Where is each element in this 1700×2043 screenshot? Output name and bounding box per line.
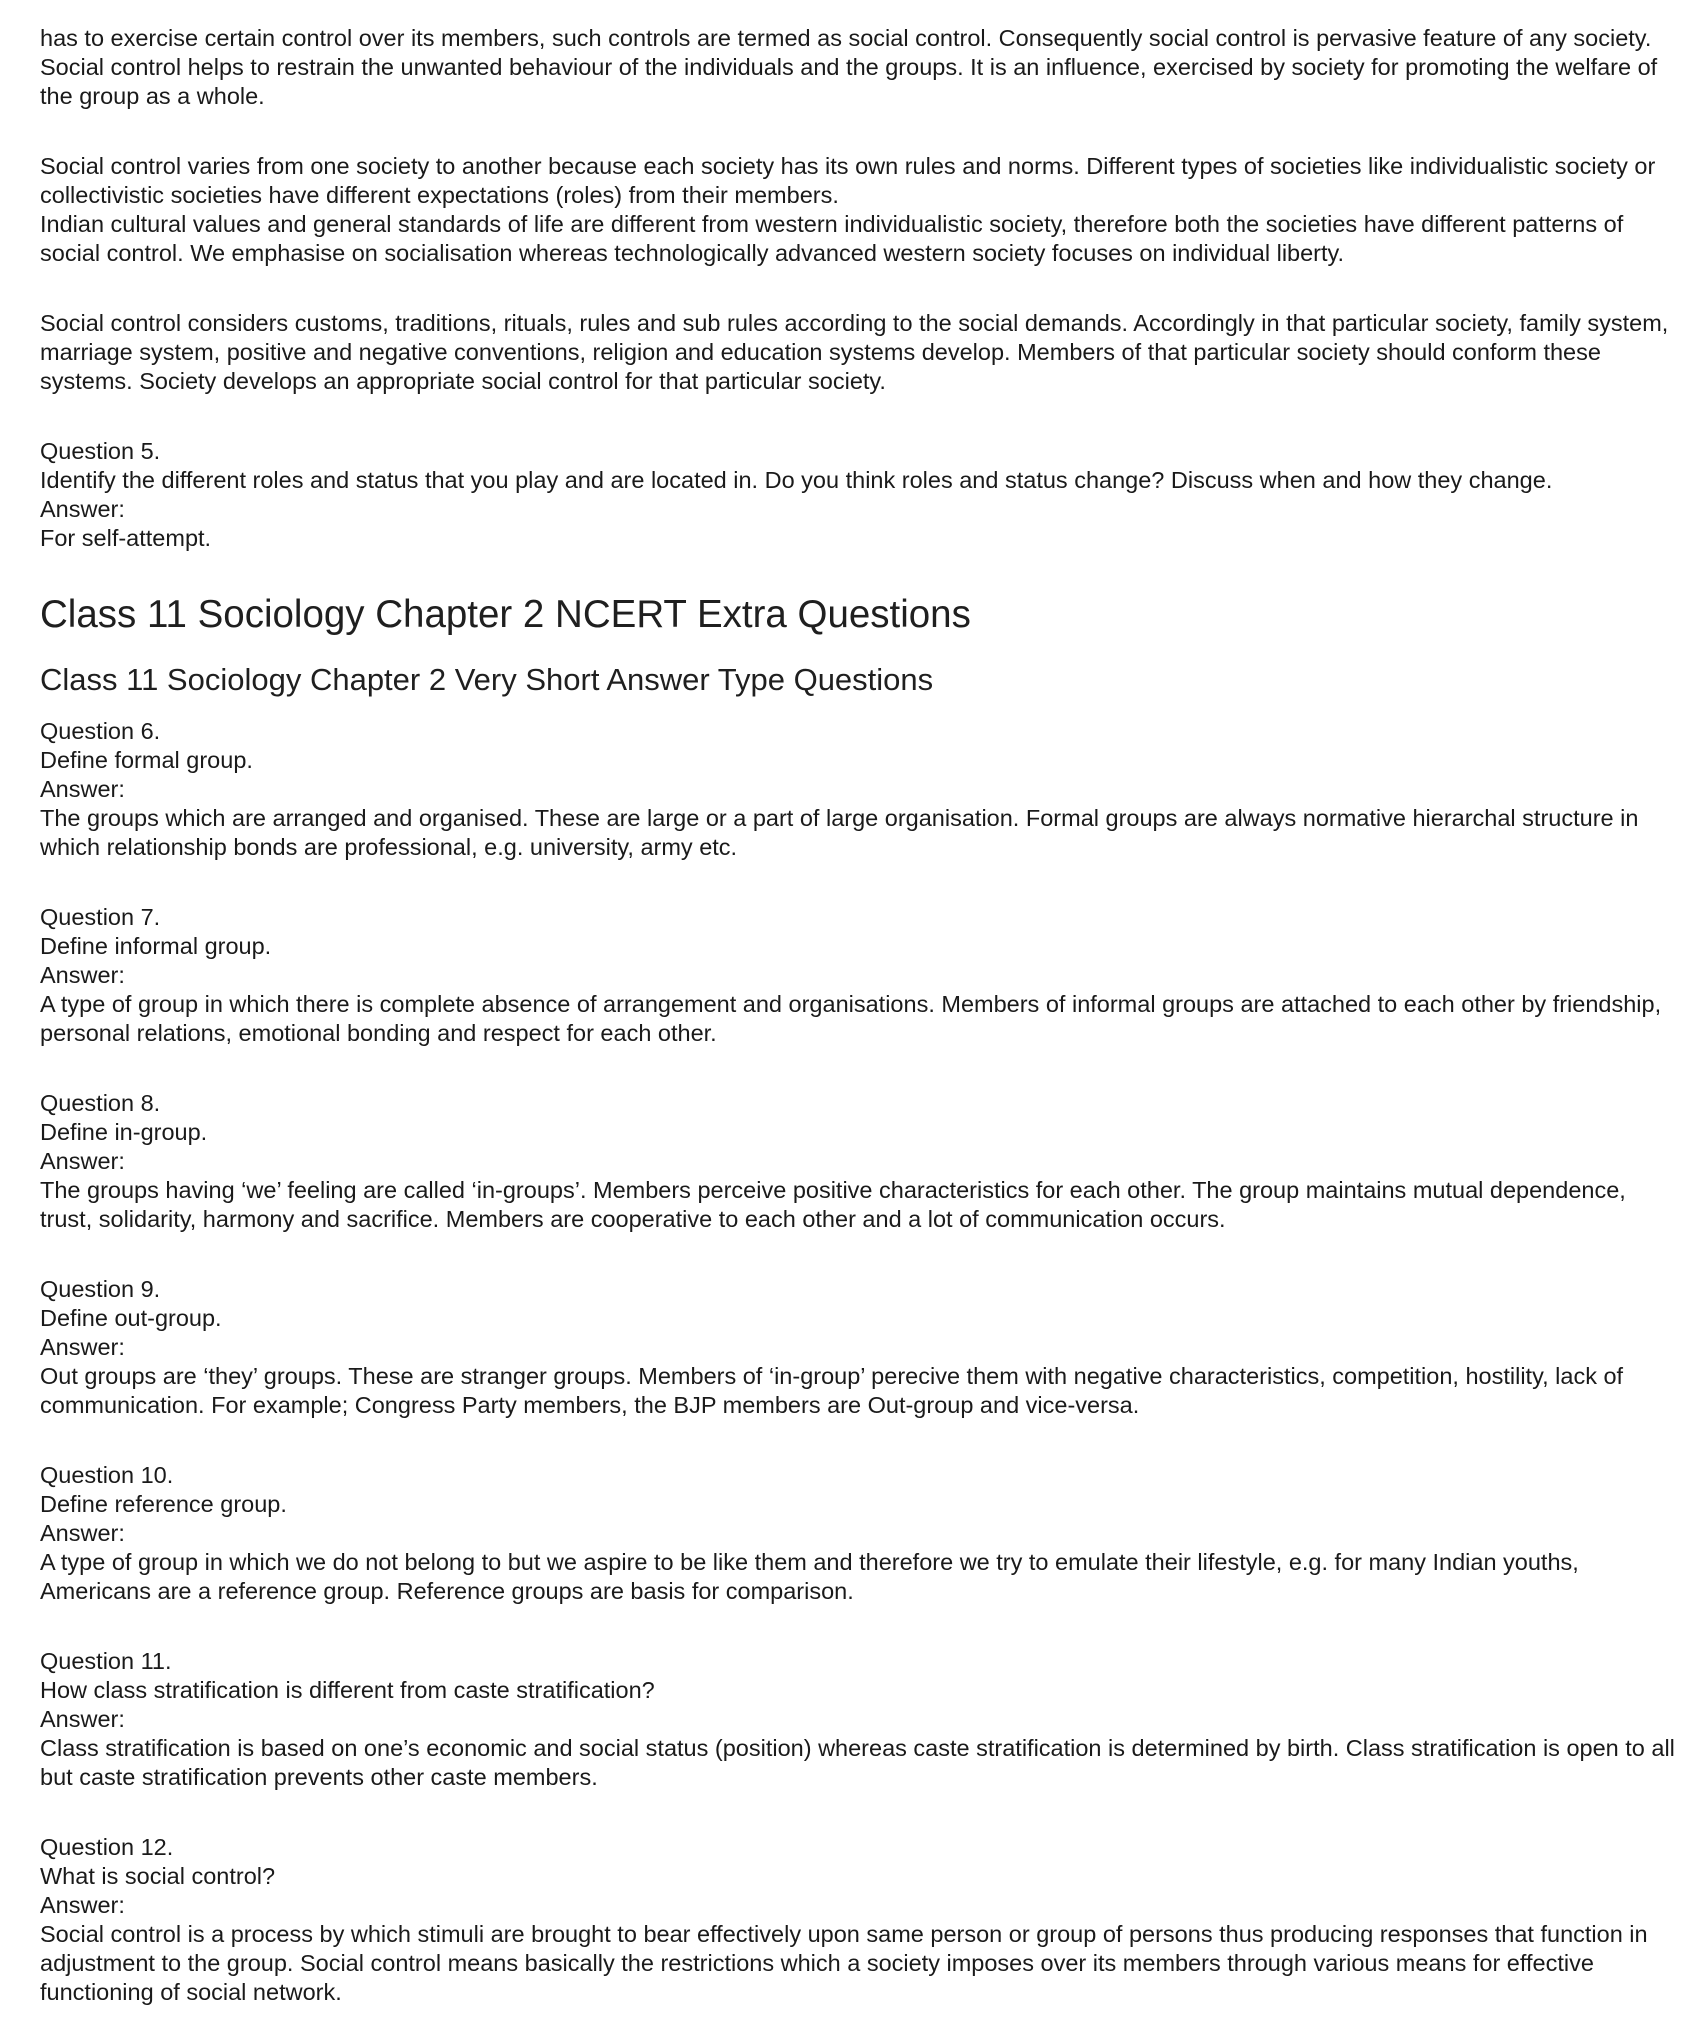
answer-label: Answer:: [40, 1892, 125, 1918]
question-text: Identify the different roles and status that you play and are located in. Do you think roles and status change? Discuss when and how they change.: [40, 467, 1553, 493]
answer-text: The groups having ‘we’ feeling are called ‘in-groups’. Members perceive positive characteristics for each other. The group maintains mutual dependence, trust, solidarity, harmony and sacrifice. Members are cooperative to each other and a lot of communication occurs.: [40, 1177, 1626, 1232]
question-text: How class stratification is different from caste stratification?: [40, 1677, 655, 1703]
paragraph: Social control varies from one society to another because each society has its own rules and norms. Different types of societies like individualistic society or collectivistic societies have different expectations (roles) from their members.: [40, 153, 1656, 208]
question-label: Question 5.: [40, 438, 161, 464]
question-5: [40, 437, 1680, 553]
answer-text: Out groups are ‘they’ groups. These are stranger groups. Members of ‘in-group’ perecive them with negative characteristics, competition, hostility, lack of communication. For example; Congress Party members, the BJP members are Out-group and vice-versa.: [40, 1363, 1624, 1418]
question-12: [40, 1833, 1680, 2007]
question-9: [40, 1275, 1680, 1420]
answer-text: A type of group in which there is complete absence of arrangement and organisations. Members of informal groups are attached to each other by friendship, personal relations, emotional bonding and respect for each other.: [40, 991, 1662, 1046]
question-10: [40, 1461, 1680, 1606]
answer-label: Answer:: [40, 1334, 125, 1360]
answer-label: Answer:: [40, 1148, 125, 1174]
question-label: Question 12.: [40, 1834, 174, 1860]
paragraph: has to exercise certain control over its members, such controls are termed as social control. Consequently social control is pervasive feature of any society.: [40, 25, 1652, 51]
paragraph: Social control considers customs, traditions, rituals, rules and sub rules according to the social demands. Accordingly in that particular society, family system, marriage system, positive and negative conventions, religion and education systems develop. Members of that particular society should conform these systems. Society develops an appropriate social control for that particular society.: [40, 310, 1669, 394]
question-6: [40, 717, 1680, 862]
question-text: Define reference group.: [40, 1491, 287, 1517]
question-text: Define formal group.: [40, 747, 253, 773]
intro-block-2: [40, 152, 1680, 268]
answer-text: Social control is a process by which stimuli are brought to bear effectively upon same person or group of persons thus producing responses that function in adjustment to the group. Social control means basically the restrictions which a society imposes over its members through various means for effective functioning of social network.: [40, 1921, 1648, 2005]
question-label: Question 7.: [40, 904, 161, 930]
question-text: Define out-group.: [40, 1305, 222, 1331]
question-label: Question 8.: [40, 1090, 161, 1116]
answer-label: Answer:: [40, 962, 125, 988]
question-11: [40, 1647, 1680, 1792]
answer-label: Answer:: [40, 1706, 125, 1732]
question-text: Define in-group.: [40, 1119, 208, 1145]
section-title: Class 11 Sociology Chapter 2 NCERT Extra Questions: [40, 593, 971, 636]
question-7: [40, 903, 1680, 1048]
sub-title: Class 11 Sociology Chapter 2 Very Short Answer Type Questions: [40, 662, 934, 697]
document-page: [40, 24, 1680, 2007]
question-text: What is social control?: [40, 1863, 276, 1889]
question-label: Question 9.: [40, 1276, 161, 1302]
intro-block-1: [40, 24, 1680, 111]
answer-text: For self-attempt.: [40, 525, 212, 551]
answer-label: Answer:: [40, 776, 125, 802]
paragraph: Indian cultural values and general standards of life are different from western individualistic society, therefore both the societies have different patterns of social control. We emphasise on socialisation whereas technologically advanced western society focuses on individual liberty.: [40, 211, 1624, 266]
question-8: [40, 1089, 1680, 1234]
answer-text: A type of group in which we do not belong to but we aspire to be like them and therefore we try to emulate their lifestyle, e.g. for many Indian youths, Americans are a reference group. Reference groups are basis for comparison.: [40, 1549, 1579, 1604]
answer-text: Class stratification is based on one’s economic and social status (position) whereas caste stratification is determined by birth. Class stratification is open to all but caste stratification prevents other caste members.: [40, 1735, 1675, 1790]
answer-label: Answer:: [40, 1520, 125, 1546]
question-label: Question 6.: [40, 718, 161, 744]
answer-label: Answer:: [40, 496, 125, 522]
paragraph: Social control helps to restrain the unwanted behaviour of the individuals and the groups. It is an influence, exercised by society for promoting the welfare of the group as a whole.: [40, 54, 1658, 109]
question-text: Define informal group.: [40, 933, 272, 959]
question-label: Question 10.: [40, 1462, 174, 1488]
intro-block-3: [40, 309, 1680, 396]
answer-text: The groups which are arranged and organised. These are large or a part of large organisation. Formal groups are always normative hierarchal structure in which relationship bonds are professional, e.g. university, army etc.: [40, 805, 1639, 860]
question-label: Question 11.: [40, 1648, 172, 1674]
